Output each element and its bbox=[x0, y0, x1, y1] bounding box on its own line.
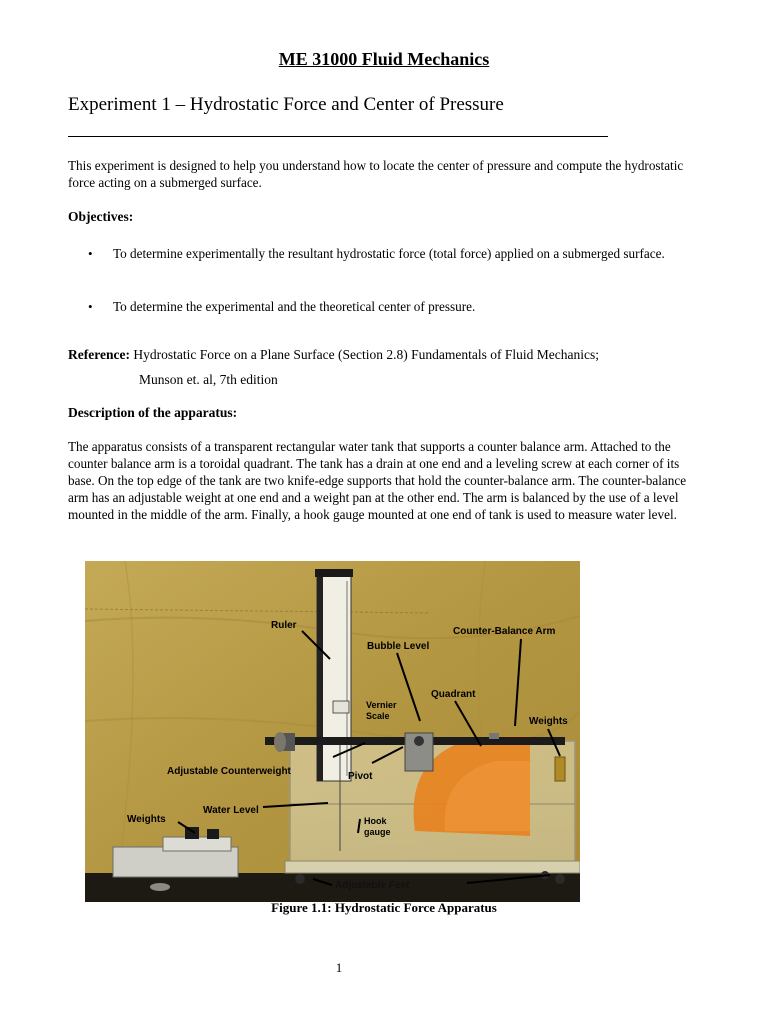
label-vernier: Vernier bbox=[366, 700, 397, 710]
label-adjustable-counterweight: Adjustable Counterweight bbox=[167, 766, 291, 777]
apparatus-heading: Description of the apparatus: bbox=[68, 405, 238, 420]
label-hook: Hook bbox=[364, 816, 387, 826]
objective-item-1: To determine experimentally the resultant hydrostatic force (total force) applied on a submerged surface. bbox=[113, 246, 665, 261]
label-pivot: Pivot bbox=[348, 771, 373, 782]
label-adjustable-feet: Adjustable Feet bbox=[335, 880, 410, 891]
figure-caption: Figure 1.1: Hydrostatic Force Apparatus bbox=[271, 900, 497, 915]
label-quadrant: Quadrant bbox=[431, 689, 476, 700]
page-number: 1 bbox=[335, 960, 343, 975]
bullet-2: • bbox=[88, 299, 93, 314]
label-bubble-level: Bubble Level bbox=[367, 641, 430, 652]
title-underline-rule bbox=[68, 136, 608, 137]
label-scale: Scale bbox=[366, 711, 390, 721]
reference-line-1 bbox=[68, 346, 599, 364]
label-gauge: gauge bbox=[364, 827, 391, 837]
label-weights-left: Weights bbox=[127, 814, 166, 825]
experiment-title: Experiment 1 – Hydrostatic Force and Center of Pressure bbox=[68, 94, 504, 115]
label-water-level: Water Level bbox=[203, 805, 259, 816]
course-title: ME 31000 Fluid Mechanics bbox=[278, 49, 490, 69]
reference-line-2: Munson et. al, 7th edition bbox=[139, 372, 278, 387]
bullet-1: • bbox=[88, 246, 93, 261]
objectives-heading: Objectives: bbox=[68, 209, 134, 224]
objective-item-2: To determine the experimental and the theoretical center of pressure. bbox=[113, 299, 476, 314]
apparatus-illustration bbox=[85, 561, 580, 902]
label-counter-balance-arm: Counter-Balance Arm bbox=[453, 626, 556, 637]
label-ruler: Ruler bbox=[271, 620, 297, 631]
reference-text-1: Hydrostatic Force on a Plane Surface (Section 2.8) Fundamentals of Fluid Mechanics; bbox=[133, 347, 599, 362]
label-weights-right: Weights bbox=[529, 716, 568, 727]
reference-label: Reference: bbox=[68, 347, 130, 362]
apparatus-photo bbox=[85, 561, 580, 902]
intro-paragraph: This experiment is designed to help you understand how to locate the center of pressure and compute the hydrostatic force acting on a submerged surface. bbox=[68, 158, 684, 190]
apparatus-paragraph: The apparatus consists of a transparent rectangular water tank that supports a counter balance arm. Attached to the counter balance arm is a toroidal quadrant. The tank has a drain at one end and a leveling screw at each corner of its base. On the top edge of the tank are two knife-edge supports that hold the counter-balance arm. The counter-balance arm has an adjustable weight at one end and a weight pan at the other end. The arm is balanced by the use of a level mounted in the middle of the arm. Finally, a hook gauge mounted at one end of tank is used to measure water level. bbox=[68, 439, 687, 522]
